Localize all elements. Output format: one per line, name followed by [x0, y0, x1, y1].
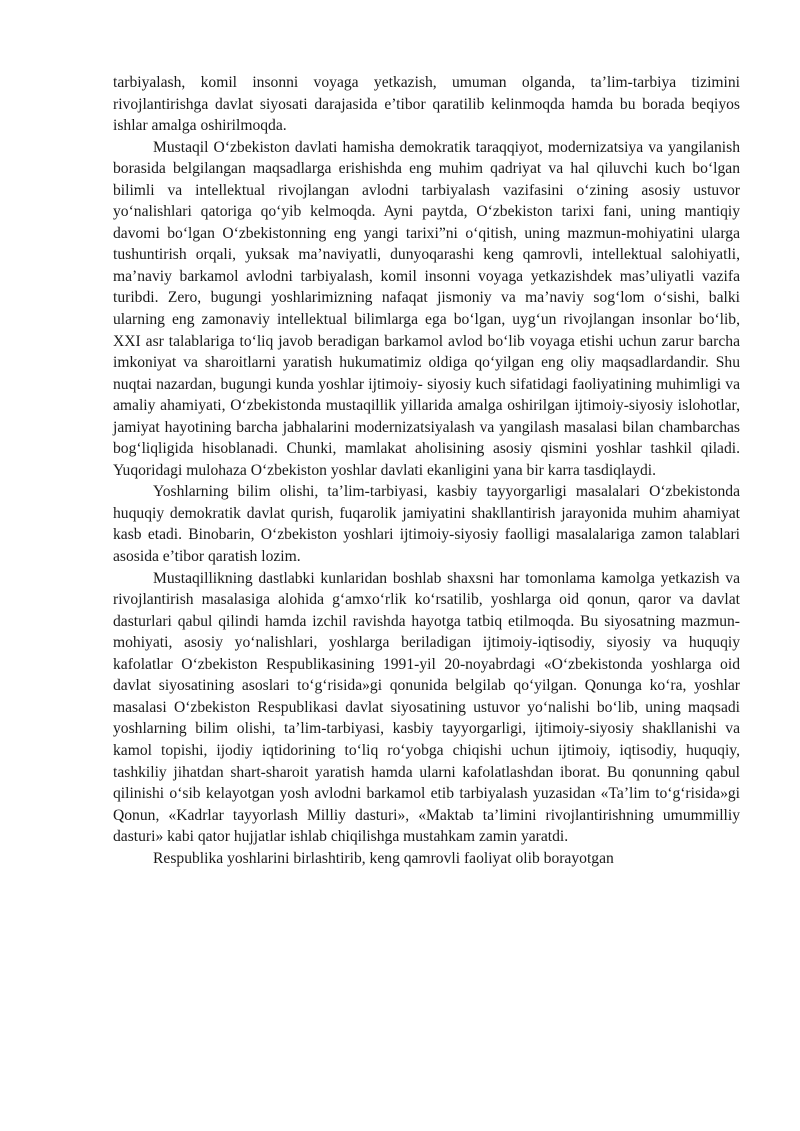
paragraph-continued: tarbiyalash, komil insonni voyaga yetkazish, umuman olganda, ta’lim-tarbiya tizimini rivojlantirishga davlat siyosati darajasida e’tibor qaratilib kelinmoqda hamda bu borada beqiyos ishlar amalga oshirilmoqda.	[113, 74, 740, 135]
paragraph: Respublika yoshlarini birlashtirib, keng qamrovli faoliyat olib borayotgan	[153, 849, 614, 867]
paragraph: Yoshlarning bilim olishi, ta’lim-tarbiyasi, kasbiy tayyorgarligi masalalari O‘zbekistonda huquqiy demokratik davlat qurish, fuqarolik jamiyatini shakllantirish jarayonida muhim ahamiyat kasb etadi. Binobarin, O‘zbekiston yoshlari ijtimoiy-siyosiy faolligi masalalariga zamon talablari asosida e’tibor qaratish lozim.	[113, 483, 740, 566]
paragraph: Mustaqillikning dastlabki kunlaridan boshlab shaxsni har tomonlama kamolga yetkazish va rivojlantirish masalasiga alohida g‘amxo‘rlik ko‘rsatilib, yoshlarga oid qonun, qaror va davlat dasturlari qabul qilindi hamda izchil ravishda hayotga tatbiq etilmoqda. Bu siyosatning mazmun-mohiyati, asosiy yo‘nalishlari, yoshlarga beriladigan ijtimoiy-iqtisodiy, siyosiy va huquqiy kafolatlar O‘zbekiston Respublikasining 1991-yil 20-noyabrdagi «O‘zbekistonda yoshlarga oid davlat siyosatining asoslari to‘g‘risida»gi qonunida belgilab qo‘yilgan. Qonunga ko‘ra, yoshlar masalasi O‘zbekiston Respublikasi davlat siyosatining ustuvor yo‘nalishi bo‘lib, uning maqsadi yoshlarning bilim olishi, ta’lim-tarbiyasi, kasbiy tayyorgarligi, ijtimoiy-siyosiy shakllanishi va kamol topishi, ijodiy iqtidorining to‘liq ro‘yobga chiqishi uchun ijtimoiy, iqtisodiy, huquqiy, tashkiliy jihatdan shart-sharoit yaratish hamda ularni kafolatlashdan iborat. Bu qonunning qabul qilinishi o‘sib kelayotgan yosh avlodni barkamol etib tarbiyalash yuzasidan «Ta’lim to‘g‘risida»gi Qonun, «Kadrlar tayyorlash Milliy dasturi», «Maktab ta’limini rivojlantirishning umummilliy dasturi» kabi qator hujjatlar ishlab chiqilishga mustahkam zamin yaratdi.	[113, 569, 740, 846]
paragraph: Mustaqil O‘zbekiston davlati hamisha demokratik taraqqiyot, modernizatsiya va yangilanish borasida belgilangan maqsadlarga erishishda eng muhim qadriyat va hal qiluvchi kuch bo‘lgan bilimli va intellektual rivojlangan avlodni tarbiyalash vazifasini o‘zining asosiy ustuvor yo‘nalishlari qatoriga qo‘yib kelmoqda. Ayni paytda, O‘zbekiston tarixi fani, uning mantiqiy davomi bo‘lgan O‘zbekistonning eng yangi tarixi”ni o‘qitish, uning mazmun-mohiyatini ularga tushuntirish orqali, yuksak ma’naviyatli, dunyoqarashi keng qamrovli, intellektual salohiyatli, ma’naviy barkamol avlodni tarbiyalash, komil insonni voyaga yetkazishdek mas’uliyatli vazifa turibdi. Zero, bugungi yoshlarimizning nafaqat jismoniy va ma’naviy sog‘lom o‘sishi, balki ularning eng zamonaviy intellektual bilimlarga ega bo‘lgan, uyg‘un rivojlangan insonlar bo‘lib, XXI asr talablariga to‘liq javob beradigan barkamol avlod bo‘lib voyaga etishi uchun zarur barcha imkoniyat va sharoitlarni yaratish hukumatimiz oldiga qo‘yilgan eng oliy maqsadlardandir. Shu nuqtai nazardan, bugungi kunda yoshlar ijtimoiy- siyosiy kuch sifatidagi faoliyatining muhimligi va amaliy ahamiyati, O‘zbekistonda mustaqillik yillarida amalga oshirilgan ijtimoiy-siyosiy islohotlar, jamiyat hayotining barcha jabhalarini modernizatsiyalash va yangilash masalasi bilan chambarchas bog‘liqligida hisoblanadi. Chunki, mamlakat aholisining asosiy qismini yoshlar tashkil qiladi. Yuqoridagi mulohaza O‘zbekiston yoshlar davlati ekanligini yana bir karra tasdiqlaydi.	[113, 138, 740, 479]
document-page	[113, 72, 740, 869]
